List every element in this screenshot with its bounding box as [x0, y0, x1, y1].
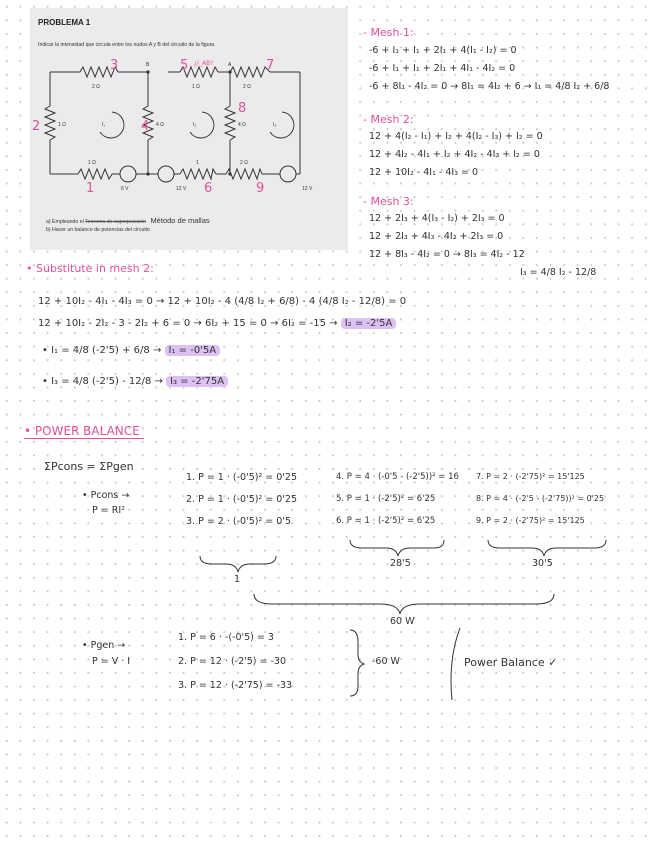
mesh-1-line-2: -6 + I₁ + I₁ + 2I₁ + 4I₁ - 4I₂ = 0 — [369, 63, 516, 74]
question-a-struck: Teorema de superposición — [85, 219, 146, 225]
pgen-label: • Pgen → — [82, 640, 126, 651]
substitute-title: • Substitute in mesh 2: — [26, 262, 154, 275]
node-a-label: A — [228, 62, 232, 68]
question-a-handwritten: Método de mallas — [150, 216, 210, 225]
substitute-line-2 — [38, 318, 396, 329]
mesh-1-label: I₁ — [102, 122, 106, 128]
problem-statement-card — [30, 8, 348, 250]
pcons-8: 8. P = 4 · (-2'5 - (-2'75))² = 0'25 — [476, 494, 605, 503]
pcons-6: 6. P = 1 · (-2'5)² = 6'25 — [336, 516, 436, 526]
mesh-2-line-1: 12 + 4(I₂ - I₁) + I₂ + 4(I₂ - I₃) + I₂ = 0 — [369, 131, 543, 142]
mesh-3-label: I₃ — [273, 122, 277, 128]
r-top-right-label: 2 Ω — [243, 84, 251, 90]
ann-3: 3 — [110, 58, 119, 73]
pcons-4: 4. P = 4 · (-0'5 - (-2'5))² = 16 — [336, 472, 459, 482]
mesh-3-line-3: 12 + 8I₃ - 4I₂ = 0 → 8I₃ = 4I₂ - 12 — [369, 249, 525, 260]
r-top-left-label: 2 Ω — [92, 84, 100, 90]
ann-5: 5 — [180, 58, 189, 73]
ann-7: 7 — [266, 58, 275, 73]
problem-statement: Indicar la intensidad que circula entre los nudos A y B del circuito de la figura — [38, 42, 215, 48]
pcons-label: • Pcons → — [82, 490, 130, 501]
ann-1: 1 — [86, 181, 95, 196]
mesh-3-line-2: 12 + 2I₃ + 4I₃ - 4I₂ + 2I₃ = 0 — [369, 231, 504, 242]
mesh-1-title: - Mesh 1: — [363, 26, 414, 39]
mesh-1-line-1: -6 + I₁ + I₁ + 2I₁ + 4(I₁ - I₂) = 0 — [369, 45, 517, 56]
question-b: b) Hacer un balance de potencias del circuito — [46, 227, 150, 233]
pcons-formula: P = RI² — [92, 505, 125, 516]
question-a — [46, 216, 210, 225]
pcons-5: 5. P = 1 · (-2'5)² = 6'25 — [336, 494, 436, 504]
pcons-total: 60 W — [390, 616, 415, 627]
question-a-prefix: a) Empleando el — [46, 219, 84, 225]
source-2-label: 12 V — [176, 186, 187, 192]
pcons-1: 1. P = 1 · (-0'5)² = 0'25 — [186, 472, 298, 483]
pcons-3: 3. P = 2 · (-0'5)² = 0'5 — [186, 516, 291, 527]
mesh-3-line-4: I₃ = 4/8 I₂ - 12/8 — [520, 267, 597, 278]
r-left-label: 1 Ω — [58, 122, 66, 128]
node-b-label: B — [146, 62, 150, 68]
source-3-label: 12 V — [302, 186, 313, 192]
pgen-1: 1. P = 6 · -(-0'5) = 3 — [178, 632, 274, 643]
substitute-line-3-text: • I₁ = 4/8 (-2'5) + 6/8 → — [42, 345, 162, 356]
substitute-line-3 — [42, 345, 220, 356]
ann-4: 4 — [141, 119, 150, 134]
r-bot-left-label: 1 Ω — [88, 160, 96, 166]
substitute-line-4-text: • I₃ = 4/8 (-2'5) - 12/8 → — [42, 376, 163, 387]
mesh-3-line-1: 12 + 2I₃ + 4(I₃ - I₂) + 2I₃ = 0 — [369, 213, 505, 224]
r-bot-mid-label: 1 — [196, 160, 199, 166]
result-i2: I₂ = -2'5A — [341, 318, 397, 329]
r-bot-right-label: 2 Ω — [240, 160, 248, 166]
result-i1: I₁ = -0'5A — [165, 345, 221, 356]
pcons-2: 2. P = 1 · (-0'5)² = 0'25 — [186, 494, 298, 505]
pgen-formula: P = V · I — [92, 656, 131, 667]
substitute-line-2-text: 12 + 10I₂ - 2I₂ - 3 - 2I₂ + 6 = 0 → 6I₂ + 15 = 0 → 6I₂ = -15 → — [38, 318, 338, 329]
result-i3: I₃ = -2'75A — [166, 376, 228, 387]
ann-9: 9 — [256, 181, 265, 196]
source-1-label: 6 V — [121, 186, 129, 192]
r-mid-right-label: 4 Ω — [238, 122, 246, 128]
pcons-7: 7. P = 2 · (-2'75)² = 15'125 — [476, 472, 585, 481]
sum-group-2: 28'5 — [390, 558, 411, 569]
sum-group-1: 1 — [234, 574, 241, 585]
pgen-3: 3. P = 12 · (-2'75) = -33 — [178, 680, 293, 691]
substitute-line-4 — [42, 376, 228, 387]
r-mid-left-label: 4 Ω — [156, 122, 164, 128]
pcons-9: 9. P = 2 · (-2'75)² = 15'125 — [476, 516, 585, 525]
problem-title: PROBLEMA 1 — [38, 18, 91, 27]
pgen-2: 2. P = 12 · (-2'5) = -30 — [178, 656, 287, 667]
sum-group-3: 30'5 — [532, 558, 553, 569]
ann-8: 8 — [238, 101, 247, 116]
power-balance-title: • POWER BALANCE — [24, 424, 144, 439]
mesh-1-line-3: -6 + 8I₁ - 4I₂ = 0 → 8I₁ = 4I₂ + 6 → I₁ = 4/8 I₂ + 6/8 — [369, 81, 610, 92]
power-equation: ΣPcons = ΣPgen — [44, 460, 134, 473]
mesh-3-title: - Mesh 3: — [363, 195, 414, 208]
pgen-total: -60 W — [372, 656, 400, 667]
power-balance-check: Power Balance ✓ — [464, 656, 558, 669]
mesh-2-line-2: 12 + 4I₂ - 4I₁ + I₂ + 4I₂ - 4I₃ + I₂ = 0 — [369, 149, 540, 160]
ann-6: 6 — [204, 181, 213, 196]
r-top-mid-label: 1 Ω — [192, 84, 200, 90]
ann-question: ¿I_AB? — [194, 60, 214, 67]
substitute-line-1: 12 + 10I₂ - 4I₁ - 4I₃ = 0 → 12 + 10I₂ - 4 (4/8 I₂ + 6/8) - 4 (4/8 I₂ - 12/8) = 0 — [38, 296, 407, 307]
mesh-2-line-3: 12 + 10I₂ - 4I₁ - 4I₃ = 0 — [369, 167, 479, 178]
mesh-2-label: I₂ — [193, 122, 197, 128]
ann-2: 2 — [32, 119, 41, 134]
circuit-diagram — [30, 8, 348, 198]
mesh-2-title: - Mesh 2: — [363, 113, 414, 126]
